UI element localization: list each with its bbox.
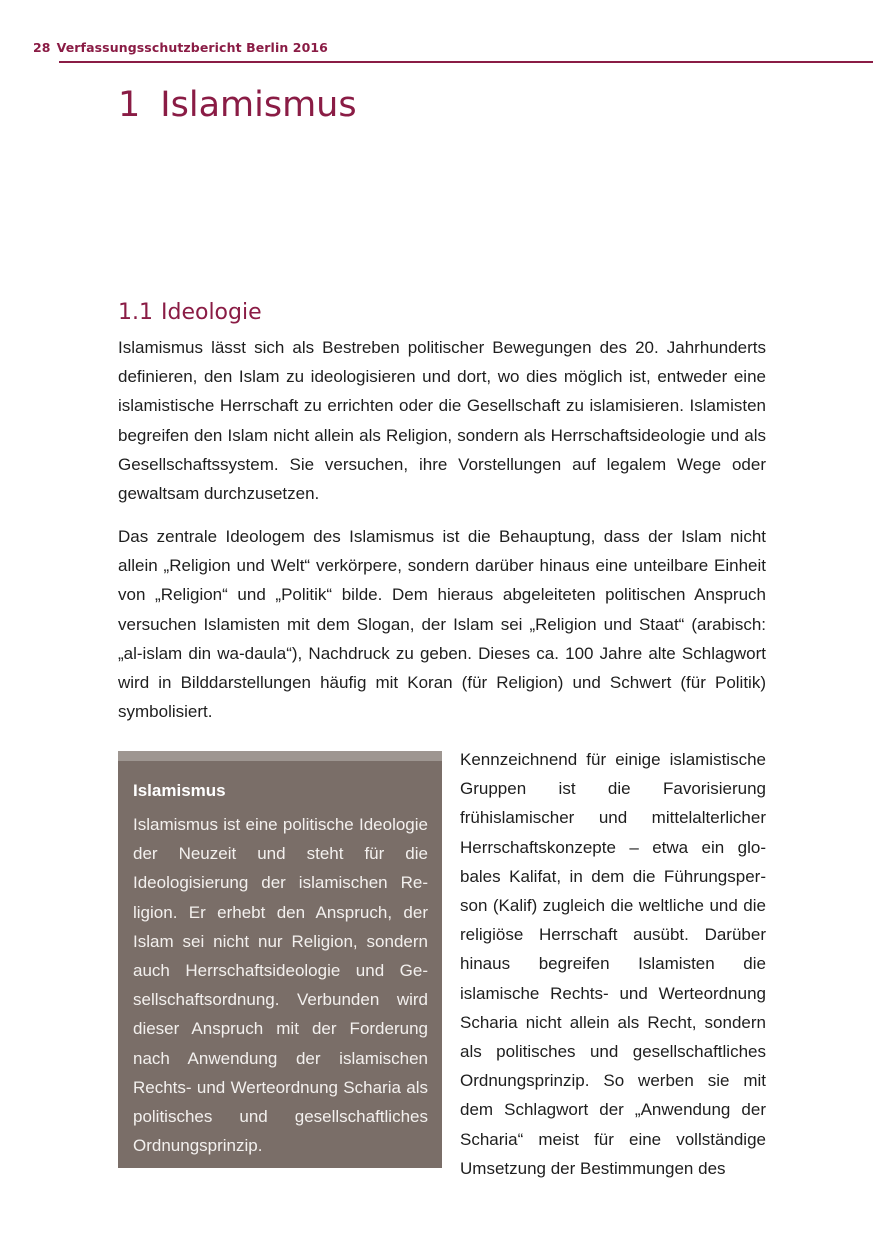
infobox-title: Islamismus — [133, 781, 226, 800]
section-title: Ideologie — [161, 300, 262, 325]
running-header — [33, 40, 328, 55]
chapter-title: Islamismus — [160, 85, 357, 125]
section-heading — [118, 300, 262, 326]
header-rule — [59, 61, 873, 63]
infobox-text: Islamismus ist eine politische Ideologie der Neuzeit und steht für die Ideologisierung der islamischen Religion. Er erhebt den Anspruch, der Islam sei nicht nur Religion, sondern auch Herrschaftsideologie und Gesellschaftsordnung. Verbunden wird dieser Anspruch mit der Forderung nach Anwendung der islamischen Rechts- und Werteordnung Scharia als politisches und gesellschaftliches Ordnungsprinzip. — [133, 815, 428, 1156]
body-paragraph: Das zentrale Ideologem des Islamismus ist die Behauptung, dass der Islam nicht allein „Religion und Welt“ verkörpere, sondern darüber hinaus eine unteilbare Einheit von „Religion“ und „Politik“ bilde. Dem hieraus abgeleiteten politischen Anspruch versuchen Islamisten mit dem Slogan, der Islam sei „Religion und Staat“ (arabisch: „al-islam din wa-daula“), Nachdruck zu geben. Dieses ca. 100 Jahre alte Schlagwort wird in Bilddarstellungen häufig mit Koran (für Religion) und Schwert (für Politik) symbolisiert. — [118, 527, 766, 722]
definition-infobox — [118, 751, 442, 1168]
chapter-heading — [118, 84, 357, 126]
running-title: Verfassungsschutzbericht Berlin 2016 — [56, 40, 328, 55]
chapter-number: 1 — [118, 85, 141, 125]
page-number: 28 — [33, 40, 51, 55]
body-paragraph: Islamismus lässt sich als Bestreben politischer Bewegungen des 20. Jahrhunderts definieren, den Islam zu ideologisieren und dort, wo dies möglich ist, entweder eine islamistische Herrschaft zu errichten oder die Gesellschaft zu islamisieren. Islamisten begreifen den Islam nicht allein als Religion, sondern als Herrschaftsideologie und als Gesellschaftssystem. Sie versuchen, ihre Vorstellungen auf legalem Wege oder gewaltsam durchzusetzen. — [118, 338, 766, 504]
right-column-paragraph: Kennzeichnend für einige islamistische Gruppen ist die Favorisierung frühislamischer und mittelalterlicher Herrschaftskonzepte – etwa ein globales Kalifat, in dem die Führungsperson (Kalif) zugleich die weltliche und die religiöse Herrschaft ausübt. Darüber hinaus begreifen Islamisten die islamische Rechts- und Werteordnung Scharia nicht allein als Recht, sondern als politisches und gesellschaftliches Ordnungsprinzip. So werben sie mit dem Schlagwort der „Anwendung der Scharia“ meist für eine vollständige Umsetzung der Bestimmungen des — [460, 750, 766, 1178]
section-number: 1.1 — [118, 300, 153, 325]
